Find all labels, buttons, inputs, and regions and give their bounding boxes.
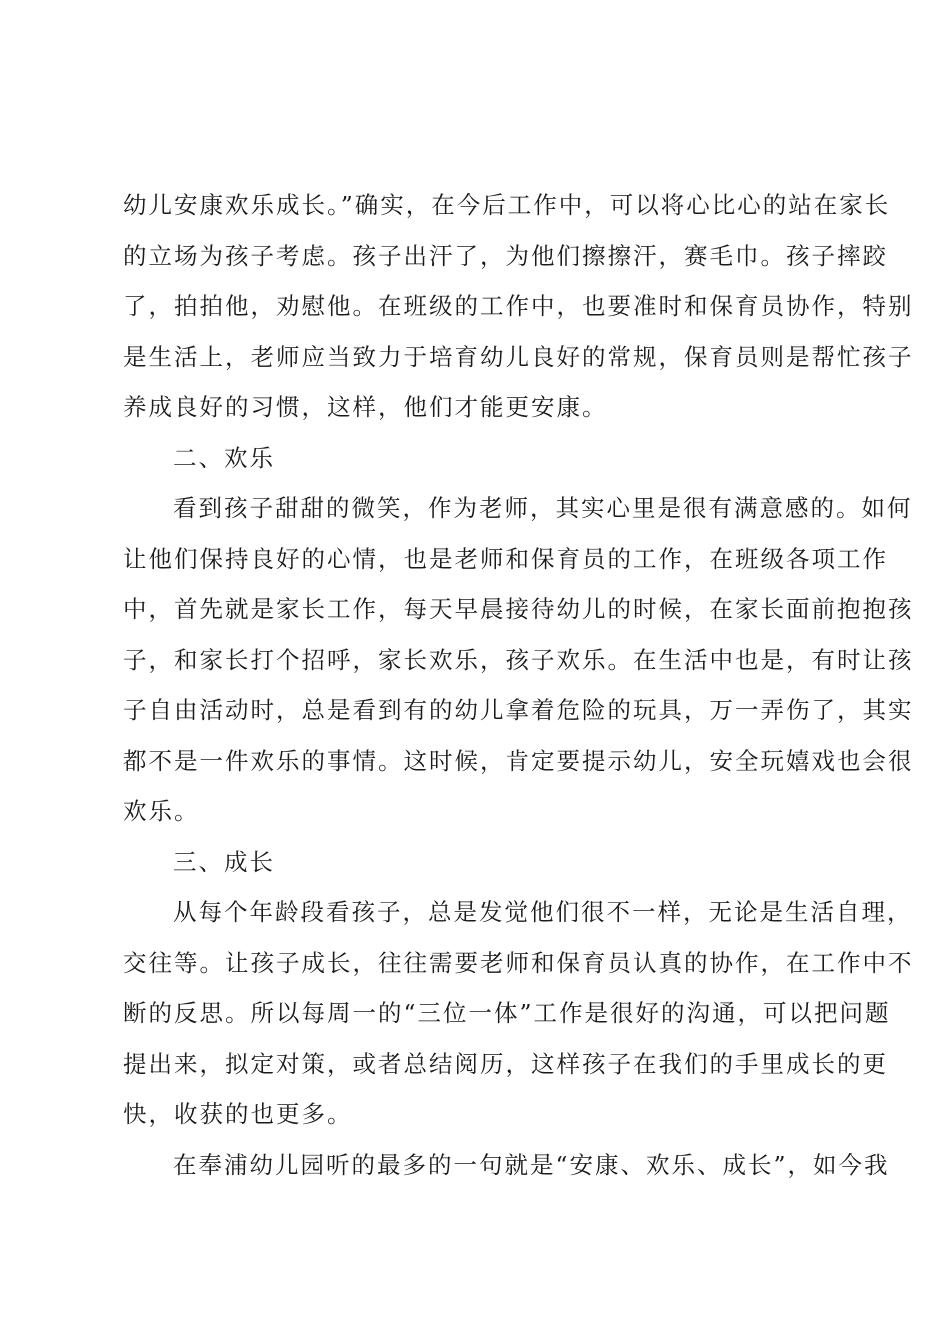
text-line: 子自由活动时，总是看到有的幼儿拿着危险的玩具，万一弄伤了，其实 <box>123 696 914 724</box>
text-line: 幼儿安康欢乐成长。”确实，在今后工作中，可以将心比心的站在家长 <box>123 191 891 219</box>
text-line: 子，和家长打个招呼，家长欢乐，孩子欢乐。在生活中也是，有时让孩 <box>123 645 914 674</box>
text-line: 都不是一件欢乐的事情。这时候，肯定要提示幼儿，安全玩嬉戏也会很 <box>123 746 914 775</box>
text-line: 二、欢乐 <box>173 443 275 472</box>
text-line: 养成良好的习惯，这样，他们才能更安康。 <box>123 393 608 421</box>
text-line: 在奉浦幼儿园听的最多的一句就是“安康、欢乐、成长”，如今我 <box>173 1150 890 1179</box>
text-line: 欢乐。 <box>123 797 200 825</box>
text-line: 提出来，拟定对策，或者总结阅历，这样孩子在我们的手里成长的更 <box>123 1049 888 1078</box>
text-line: 快，收获的也更多。 <box>123 1100 353 1128</box>
text-line: 的立场为孩子考虑。孩子出汗了，为他们擦擦汗，赛毛巾。孩子摔跤 <box>123 241 888 270</box>
text-line: 三、成长 <box>173 847 275 876</box>
document-body <box>123 180 914 1190</box>
text-line: 从每个年龄段看孩子，总是发觉他们很不一样，无论是生活自理， <box>173 898 913 926</box>
text-line: 让他们保持良好的心情，也是老师和保育员的工作，在班级各项工作 <box>123 544 888 573</box>
text-line: 交往等。让孩子成长，往往需要老师和保育员认真的协作，在工作中不 <box>123 948 914 977</box>
text-line: 了，拍拍他，劝慰他。在班级的工作中，也要准时和保育员协作，特别 <box>123 292 914 320</box>
text-line: 看到孩子甜甜的微笑，作为老师，其实心里是很有满意感的。如何 <box>173 494 913 522</box>
text-line: 中，首先就是家长工作，每天早晨接待幼儿的时候，在家长面前抱抱孩 <box>123 595 914 623</box>
text-line: 是生活上，老师应当致力于培育幼儿良好的常规，保育员则是帮忙孩子 <box>123 342 914 371</box>
text-line: 断的反思。所以每周一的“三位一体”工作是很好的沟通，可以把问题 <box>123 999 891 1027</box>
